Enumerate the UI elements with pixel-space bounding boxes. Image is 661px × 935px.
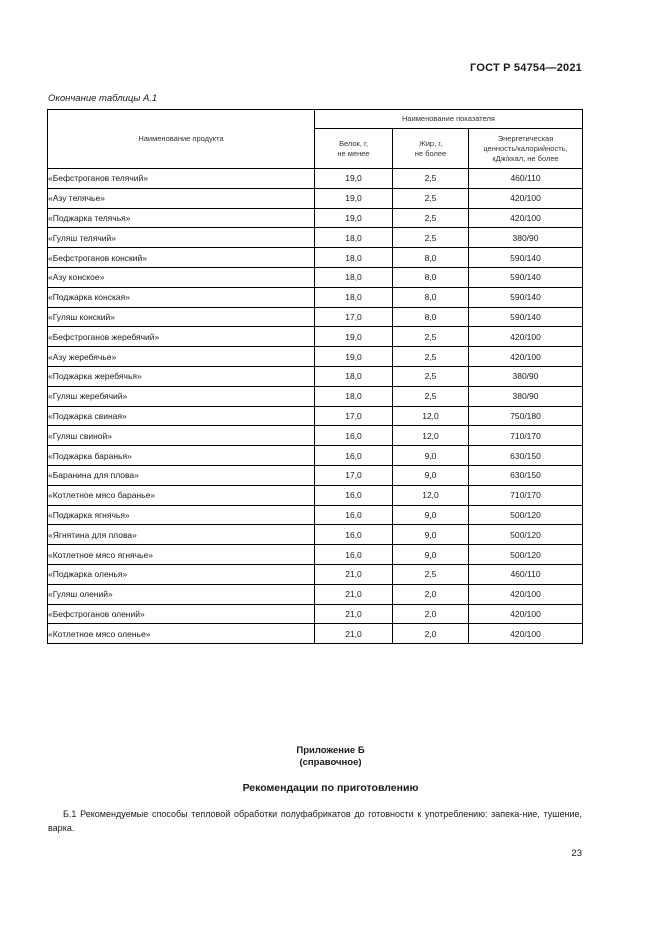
protein-cell: 16,0 xyxy=(315,545,393,565)
energy-cell: 750/180 xyxy=(469,406,583,426)
table-caption: Окончание таблицы А.1 xyxy=(48,93,158,104)
protein-cell: 19,0 xyxy=(315,208,393,228)
product-name-cell: «Азу конское» xyxy=(48,267,315,287)
protein-cell: 16,0 xyxy=(315,525,393,545)
fat-cell: 8,0 xyxy=(393,307,469,327)
table-row xyxy=(48,584,583,604)
table-row xyxy=(48,287,583,307)
table-row xyxy=(48,465,583,485)
protein-cell: 18,0 xyxy=(315,366,393,386)
table-row xyxy=(48,327,583,347)
nutrition-table xyxy=(47,109,583,644)
product-name-cell: «Гуляш жеребячий» xyxy=(48,386,315,406)
energy-cell: 710/170 xyxy=(469,485,583,505)
fat-cell: 9,0 xyxy=(393,465,469,485)
protein-cell: 16,0 xyxy=(315,505,393,525)
table-row xyxy=(48,267,583,287)
energy-cell: 710/170 xyxy=(469,426,583,446)
energy-cell: 420/100 xyxy=(469,208,583,228)
product-name-cell: «Поджарка жеребячья» xyxy=(48,366,315,386)
energy-cell: 590/140 xyxy=(469,287,583,307)
product-column-header: Наименование продукта xyxy=(48,110,315,169)
product-name-cell: «Гуляш конский» xyxy=(48,307,315,327)
product-name-cell: «Гуляш телячий» xyxy=(48,228,315,248)
table-row xyxy=(48,386,583,406)
protein-cell: 18,0 xyxy=(315,287,393,307)
fat-cell: 9,0 xyxy=(393,446,469,466)
product-name-cell: «Бефстроганов жеребячий» xyxy=(48,327,315,347)
energy-cell: 420/100 xyxy=(469,584,583,604)
energy-cell: 420/100 xyxy=(469,347,583,367)
product-name-cell: «Поджарка телячья» xyxy=(48,208,315,228)
energy-cell: 590/140 xyxy=(469,307,583,327)
page-number: 23 xyxy=(571,848,582,859)
protein-cell: 19,0 xyxy=(315,327,393,347)
table-row xyxy=(48,446,583,466)
product-name-cell: «Поджарка ягнячья» xyxy=(48,505,315,525)
energy-cell: 420/100 xyxy=(469,624,583,644)
energy-cell: 630/150 xyxy=(469,446,583,466)
fat-cell: 8,0 xyxy=(393,267,469,287)
product-name-cell: «Бефстроганов телячий» xyxy=(48,169,315,189)
table-row xyxy=(48,545,583,565)
appendix-paragraph: Б.1 Рекомендуемые способы тепловой обработки полуфабрикатов до готовности к употреблению: запека-ние, тушение, варка. xyxy=(48,809,582,833)
product-name-cell: «Котлетное мясо оленье» xyxy=(48,624,315,644)
table-row xyxy=(48,347,583,367)
table-row xyxy=(48,307,583,327)
fat-cell: 12,0 xyxy=(393,426,469,446)
product-name-cell: «Азу жеребячье» xyxy=(48,347,315,367)
fat-cell: 12,0 xyxy=(393,406,469,426)
energy-cell: 380/90 xyxy=(469,366,583,386)
energy-cell: 380/90 xyxy=(469,386,583,406)
fat-cell: 9,0 xyxy=(393,525,469,545)
fat-cell: 2,0 xyxy=(393,624,469,644)
energy-cell: 420/100 xyxy=(469,604,583,624)
protein-cell: 18,0 xyxy=(315,248,393,268)
table-row xyxy=(48,485,583,505)
table-row xyxy=(48,624,583,644)
product-name-cell: «Поджарка баранья» xyxy=(48,446,315,466)
protein-cell: 17,0 xyxy=(315,307,393,327)
protein-cell: 16,0 xyxy=(315,485,393,505)
product-name-cell: «Гуляш олений» xyxy=(48,584,315,604)
protein-cell: 19,0 xyxy=(315,347,393,367)
energy-cell: 590/140 xyxy=(469,248,583,268)
table-row xyxy=(48,426,583,446)
table-row xyxy=(48,406,583,426)
protein-cell: 21,0 xyxy=(315,624,393,644)
energy-cell: 590/140 xyxy=(469,267,583,287)
protein-cell: 19,0 xyxy=(315,169,393,189)
fat-cell: 9,0 xyxy=(393,505,469,525)
protein-cell: 18,0 xyxy=(315,386,393,406)
protein-cell: 18,0 xyxy=(315,267,393,287)
energy-column-header: Энергетическая ценность/калорийность, кДж/ккал, не более xyxy=(469,129,583,169)
product-name-cell: «Поджарка свиная» xyxy=(48,406,315,426)
protein-cell: 17,0 xyxy=(315,465,393,485)
table-row xyxy=(48,604,583,624)
table-row xyxy=(48,188,583,208)
product-name-cell: «Азу телячье» xyxy=(48,188,315,208)
table-row xyxy=(48,564,583,584)
energy-cell: 460/110 xyxy=(469,564,583,584)
fat-cell: 2,5 xyxy=(393,228,469,248)
protein-cell: 17,0 xyxy=(315,406,393,426)
table-row xyxy=(48,228,583,248)
protein-column-header: Белок, г, не менее xyxy=(315,129,393,169)
energy-cell: 420/100 xyxy=(469,188,583,208)
table-row xyxy=(48,208,583,228)
energy-cell: 380/90 xyxy=(469,228,583,248)
table-row xyxy=(48,169,583,189)
fat-cell: 2,5 xyxy=(393,564,469,584)
product-name-cell: «Ягнятина для плова» xyxy=(48,525,315,545)
fat-cell: 2,0 xyxy=(393,604,469,624)
fat-cell: 2,5 xyxy=(393,366,469,386)
fat-cell: 9,0 xyxy=(393,545,469,565)
document-code: ГОСТ Р 54754—2021 xyxy=(470,62,582,74)
product-name-cell: «Бефстроганов конский» xyxy=(48,248,315,268)
energy-cell: 500/120 xyxy=(469,545,583,565)
energy-cell: 460/110 xyxy=(469,169,583,189)
protein-cell: 21,0 xyxy=(315,564,393,584)
appendix-heading: Рекомендации по приготовлению xyxy=(242,782,419,794)
fat-cell: 8,0 xyxy=(393,248,469,268)
energy-cell: 420/100 xyxy=(469,327,583,347)
appendix-title: Приложение Б xyxy=(296,745,365,756)
protein-cell: 16,0 xyxy=(315,426,393,446)
product-name-cell: «Поджарка оленья» xyxy=(48,564,315,584)
energy-cell: 630/150 xyxy=(469,465,583,485)
protein-cell: 21,0 xyxy=(315,584,393,604)
fat-cell: 2,5 xyxy=(393,208,469,228)
product-name-cell: «Бефстроганов олений» xyxy=(48,604,315,624)
table-row xyxy=(48,505,583,525)
table-row xyxy=(48,525,583,545)
protein-cell: 21,0 xyxy=(315,604,393,624)
fat-cell: 12,0 xyxy=(393,485,469,505)
product-name-cell: «Гуляш свиной» xyxy=(48,426,315,446)
fat-cell: 2,5 xyxy=(393,386,469,406)
energy-cell: 500/120 xyxy=(469,505,583,525)
fat-cell: 2,5 xyxy=(393,169,469,189)
product-name-cell: «Котлетное мясо ягнячье» xyxy=(48,545,315,565)
product-name-cell: «Котлетное мясо баранье» xyxy=(48,485,315,505)
fat-cell: 2,0 xyxy=(393,584,469,604)
table-row xyxy=(48,248,583,268)
product-name-cell: «Поджарка конская» xyxy=(48,287,315,307)
appendix-subtitle: (справочное) xyxy=(299,757,362,768)
indicator-group-header: Наименование показателя xyxy=(315,110,583,129)
protein-cell: 19,0 xyxy=(315,188,393,208)
fat-cell: 2,5 xyxy=(393,347,469,367)
fat-column-header: Жир, г, не более xyxy=(393,129,469,169)
table-body xyxy=(48,169,583,644)
product-name-cell: «Баранина для плова» xyxy=(48,465,315,485)
fat-cell: 2,5 xyxy=(393,327,469,347)
protein-cell: 18,0 xyxy=(315,228,393,248)
fat-cell: 2,5 xyxy=(393,188,469,208)
table-row xyxy=(48,366,583,386)
protein-cell: 16,0 xyxy=(315,446,393,466)
fat-cell: 8,0 xyxy=(393,287,469,307)
energy-cell: 500/120 xyxy=(469,525,583,545)
